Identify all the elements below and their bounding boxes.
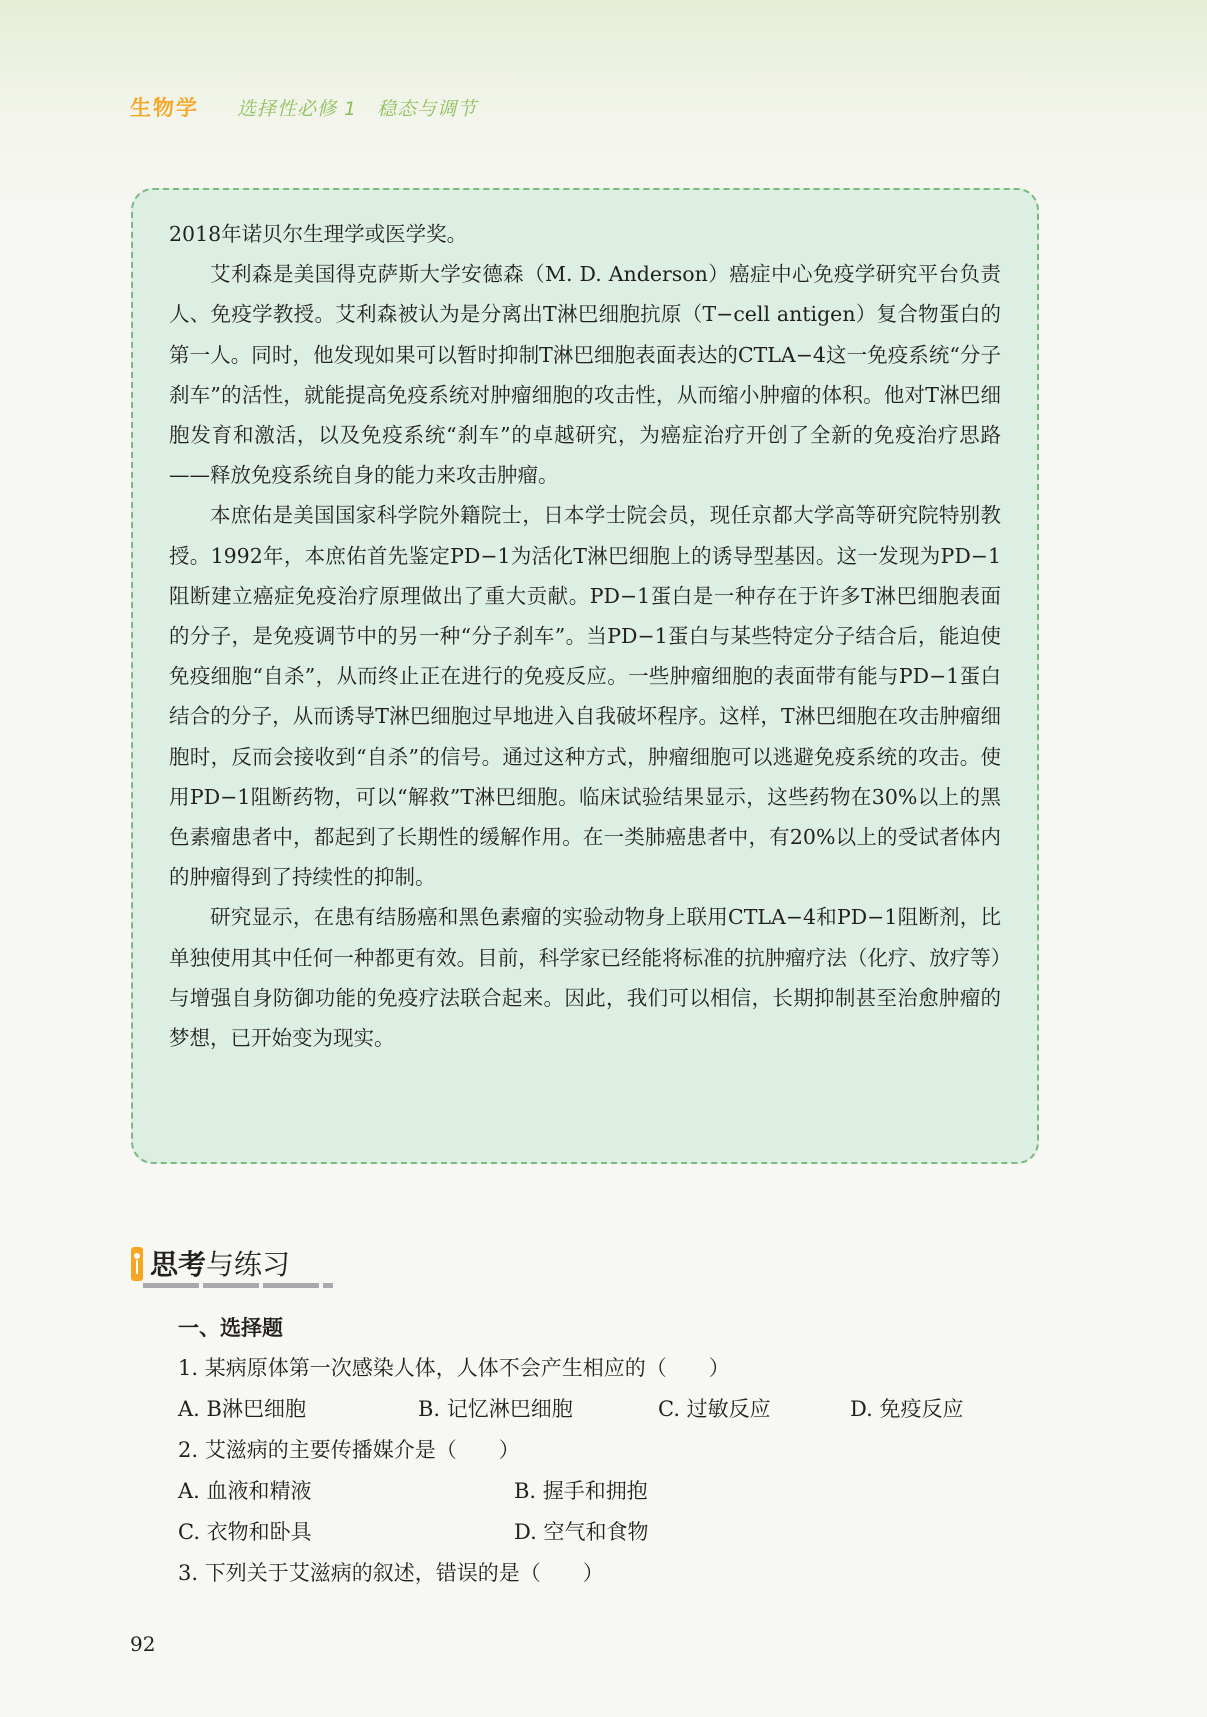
reading-paragraph-4: 研究显示，在患有结肠癌和黑色素瘤的实验动物身上联用CTLA−4和PD−1阻断剂，比单独使用其中任何一种都更有效。目前，科学家已经能将标准的抗肿瘤疗法（化疗、放疗等）与增强自身防御功能的免疫疗法联合起来。因此，我们可以相信，长期抑制甚至治愈肿瘤的梦想，已开始变为现实。 [169,905,1001,1051]
book-title: 选择性必修 1 稳态与调节 [237,98,478,120]
option-a: A. 血液和精液 [178,1479,312,1503]
option-c: C. 过敏反应 [658,1397,771,1421]
option-d: D. 空气和食物 [514,1520,649,1544]
question-1-options [178,1389,1038,1430]
reading-paragraph-3: 本庶佑是美国国家科学院外籍院士，日本学士院会员，现任京都大学高等研究院特别教授。1992年，本庶佑首先鉴定PD−1为活化T淋巴细胞上的诱导型基因。这一发现为PD−1阻断建立癌症免疫治疗原理做出了重大贡献。PD−1蛋白是一种存在于许多T淋巴细胞表面的分子，是免疫调节中的另一种“分子刹车”。当PD−1蛋白与某些特定分子结合后，能迫使免疫细胞“自杀”，从而终止正在进行的免疫反应。一些肿瘤细胞的表面带有能与PD−1蛋白结合的分子，从而诱导T淋巴细胞过早地进入自我破坏程序。这样，T淋巴细胞在攻击肿瘤细胞时，反而会接收到“自杀”的信号。通过这种方式，肿瘤细胞可以逃避免疫系统的攻击。使用PD−1阻断药物，可以“解救”T淋巴细胞。临床试验结果显示，这些药物在30%以上的黑色素瘤患者中，都起到了长期性的缓解作用。在一类肺癌患者中，有20%以上的受试者体内的肿瘤得到了持续性的抑制。 [169,503,1001,890]
reading-paragraph-2: 艾利森是美国得克萨斯大学安德森（M. D. Anderson）癌症中心免疫学研究平台负责人、免疫学教授。艾利森被认为是分离出T淋巴细胞抗原（T−cell antigen）复合物蛋白的第一人。同时，他发现如果可以暂时抑制T淋巴细胞表面表达的CTLA−4这一免疫系统“分子刹车”的活性，就能提高免疫系统对肿瘤细胞的攻击性，从而缩小肿瘤的体积。他对T淋巴细胞发育和激活，以及免疫系统“刹车”的卓越研究，为癌症治疗开创了全新的免疫治疗思路——释放免疫系统自身的能力来攻击肿瘤。 [169,262,1001,488]
subsection-title: 一、选择题 [178,1316,283,1340]
reading-box [131,188,1039,1164]
option-a: A. B淋巴细胞 [178,1397,306,1421]
option-b: B. 握手和拥抱 [514,1479,648,1503]
section-title-rest: 与练习 [206,1248,291,1281]
subject-label: 生物学 [130,96,199,120]
question-3: 3. 下列关于艾滋病的叙述，错误的是（ ） [178,1561,604,1585]
question-2-options-row-1 [178,1471,1038,1512]
section-title [150,1243,290,1283]
question-2-options-row-2 [178,1512,1038,1553]
question-2: 2. 艾滋病的主要传播媒介是（ ） [178,1438,520,1462]
option-d: D. 免疫反应 [850,1397,964,1421]
option-b: B. 记忆淋巴细胞 [418,1397,573,1421]
exercises [178,1308,1038,1594]
heading-underline [143,1283,333,1288]
section-heading [131,1243,331,1287]
reading-paragraph-1: 2018年诺贝尔生理学或医学奖。 [169,222,468,246]
section-title-bold: 思考 [150,1248,207,1281]
lightbulb-icon [131,1247,143,1281]
question-1: 1. 某病原体第一次感染人体，人体不会产生相应的（ ） [178,1356,730,1380]
option-c: C. 衣物和卧具 [178,1520,312,1544]
running-head [130,92,477,122]
page-number: 92 [130,1632,156,1656]
